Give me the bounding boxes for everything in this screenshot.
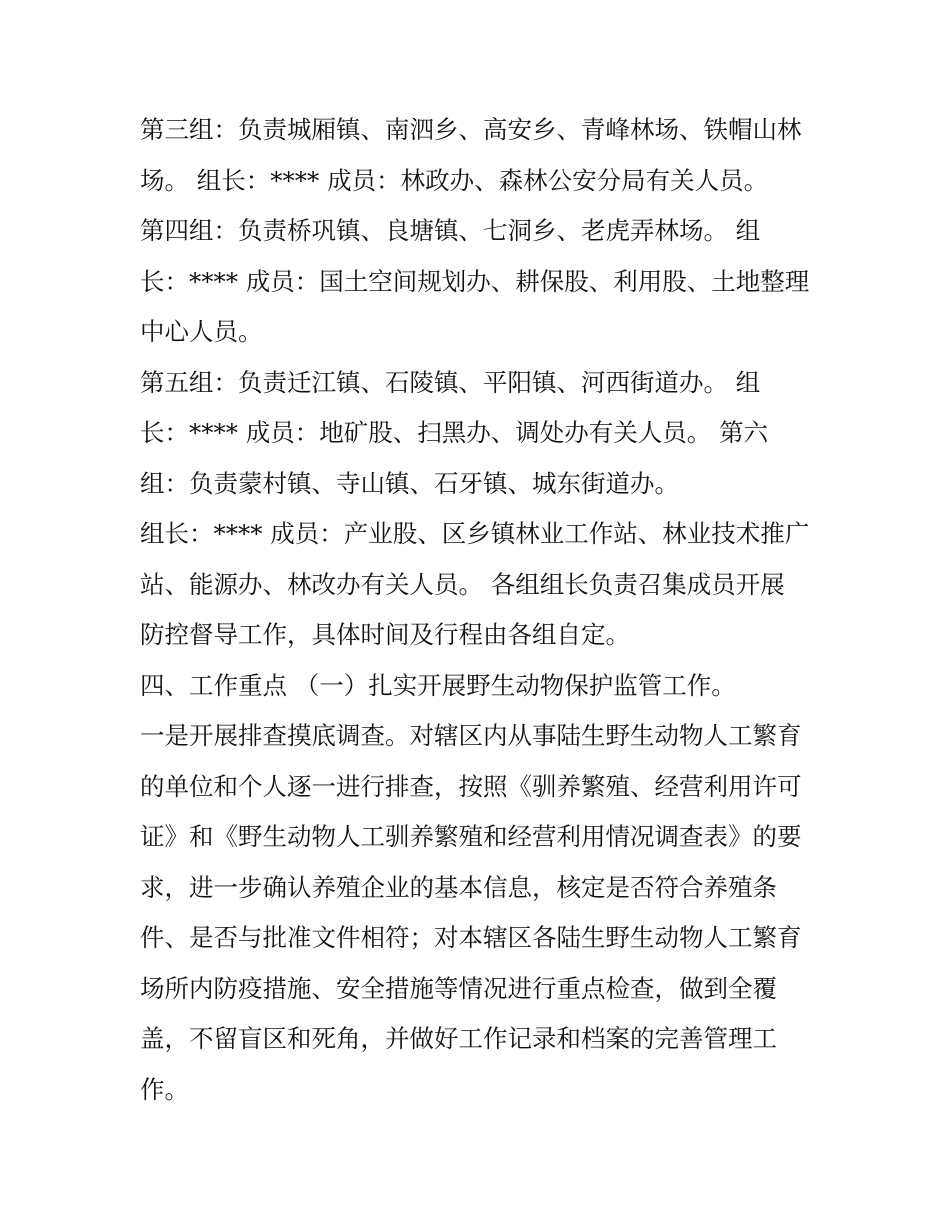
text-line: 长：**** 成员：国土空间规划办、耕保股、利用股、土地整理: [140, 266, 810, 296]
text-line: 一是开展排查摸底调查。对辖区内从事陆生野生动物人工繁育: [140, 721, 802, 750]
text-line: 的单位和个人逐一进行排查，按照《驯养繁殖、经营利用许可: [140, 771, 802, 801]
text-line: 场所内防疫措施、安全措施等情况进行重点检查，做到全覆: [140, 973, 777, 1003]
text-line: 第三组：负责城厢镇、南泗乡、高安乡、青峰林场、铁帽山林: [140, 115, 802, 144]
text-line: 作。: [140, 1074, 189, 1104]
text-line: 求，进一步确认养殖企业的基本信息，核定是否符合养殖条: [140, 872, 777, 902]
text-line: 件、是否与批准文件相符；对本辖区各陆生野生动物人工繁育: [140, 923, 802, 952]
text-line: 第四组：负责桥巩镇、良塘镇、七洞乡、老虎弄林场。 组: [140, 216, 761, 245]
text-line: 中心人员。: [140, 317, 263, 346]
section-heading: 四、工作重点 （一）扎实开展野生动物保护监管工作。: [140, 670, 736, 700]
text-line: 防控督导工作，具体时间及行程由各组自定。: [140, 620, 630, 649]
text-line: 场。 组长：**** 成员：林政办、森林公安分局有关人员。: [140, 165, 769, 195]
text-line: 盖，不留盲区和死角，并做好工作记录和档案的完善管理工: [140, 1024, 777, 1053]
text-line: 长：**** 成员：地矿股、扫黑办、调处办有关人员。 第六: [140, 418, 769, 447]
text-line: 组长：**** 成员：产业股、区乡镇林业工作站、林业技术推广: [140, 519, 810, 548]
text-line: 第五组：负责迁江镇、石陵镇、平阳镇、河西街道办。 组: [140, 367, 761, 397]
text-line: 证》和《野生动物人工驯养繁殖和经营利用情况调查表》的要: [140, 822, 802, 851]
document-body: [140, 105, 820, 1115]
text-line: 站、能源办、林改办有关人员。 各组组长负责召集成员开展: [140, 569, 785, 599]
text-line: 组：负责蒙村镇、寺山镇、石牙镇、城东街道办。: [140, 468, 679, 498]
